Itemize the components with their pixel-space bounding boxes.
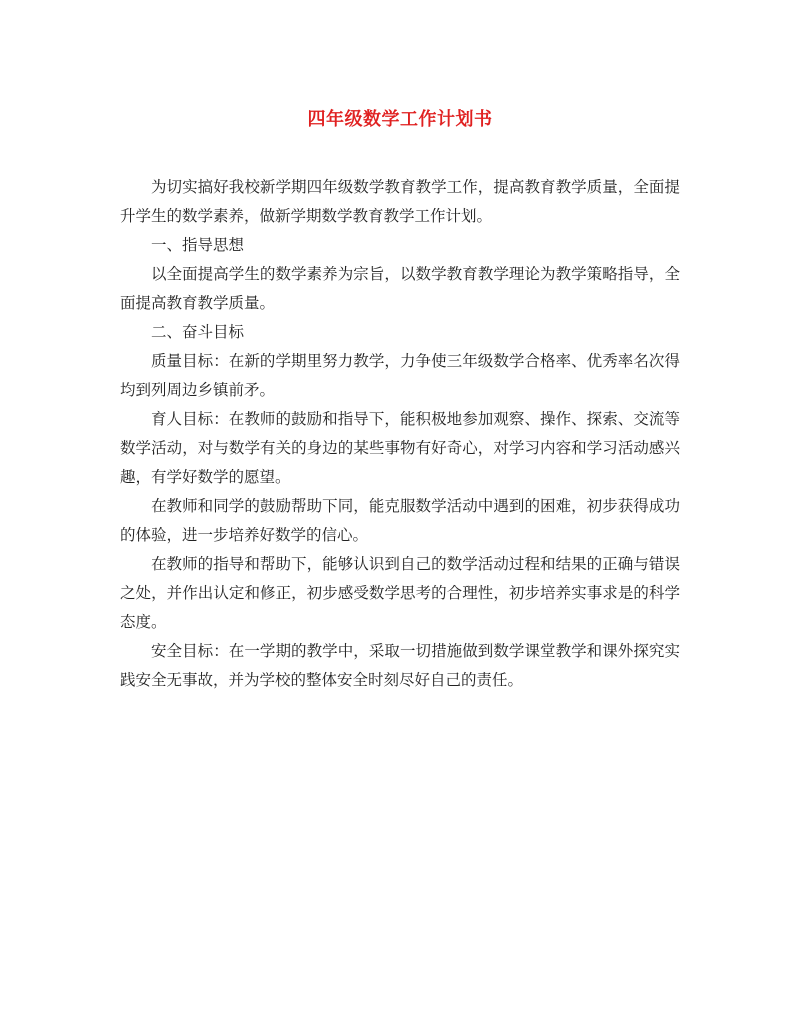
education-goal-paragraph: 育人目标：在教师的鼓励和指导下，能积极地参加观察、操作、探索、交流等数学活动，对与数学有关的身边的某些事物有好奇心，对学习内容和学习活动感兴趣，有学好数学的愿望。 [120,410,680,486]
section-heading-guiding-ideology: 一、指导思想 [151,236,245,254]
safety-goal-paragraph: 安全目标：在一学期的教学中，采取一切措施做到数学课堂教学和课外探究实践安全无事故，并为学校的整体安全时刻尽好自己的责任。 [120,642,680,689]
quality-goal-paragraph: 质量目标：在新的学期里努力教学，力争使三年级数学合格率、优秀率名次得均到列周边乡镇前矛。 [120,352,680,399]
guidance-paragraph: 在教师的指导和帮助下，能够认识到自己的数学活动过程和结果的正确与错误之处，并作出认定和修正，初步感受数学思考的合理性，初步培养实事求是的科学态度。 [120,555,680,631]
guiding-ideology-paragraph: 以全面提高学生的数学素养为宗旨，以数学教育教学理论为教学策略指导，全面提高教育教学质量。 [120,265,680,312]
section-heading-goals: 二、奋斗目标 [151,323,245,341]
encouragement-paragraph: 在教师和同学的鼓励帮助下同，能克服数学活动中遇到的困难，初步获得成功的体验，进一步培养好数学的信心。 [120,497,680,544]
intro-paragraph: 为切实搞好我校新学期四年级数学教育教学工作，提高教育教学质量，全面提升学生的数学素养，做新学期数学教育教学工作计划。 [120,178,680,225]
document-body [120,173,680,695]
document-title: 四年级数学工作计划书 [307,109,493,130]
